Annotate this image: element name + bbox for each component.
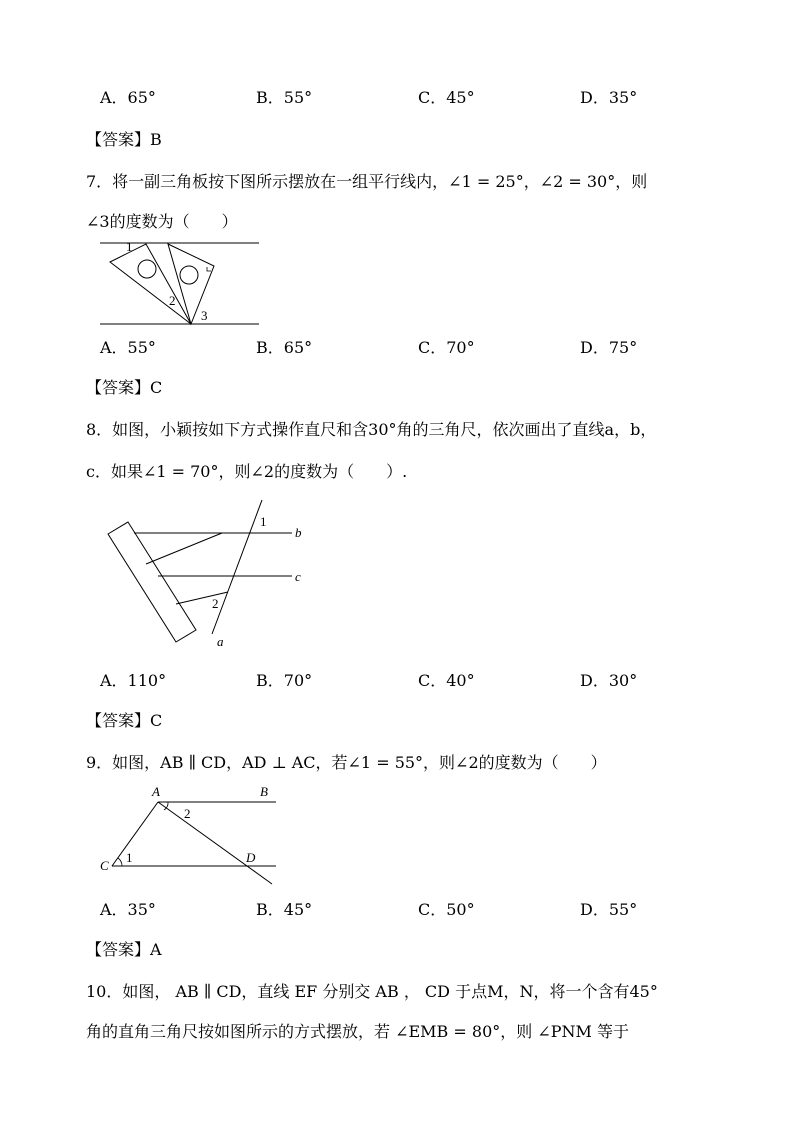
q6-option-c: C．45°	[418, 88, 475, 107]
q8-question-line1: 8．如图，小颖按如下方式操作直尺和含30°角的三角尺，依次画出了直线a，b，	[86, 420, 657, 439]
q9-label-2: 2	[184, 806, 191, 821]
q9-option-b: B．45°	[256, 900, 313, 919]
q7-label-3: 3	[201, 308, 208, 323]
q6-answer: 【答案】B	[86, 130, 162, 149]
q8-figure	[104, 496, 314, 654]
q10-question-line1: 10．如图， AB ∥ CD，直线 EF 分别交 AB ， CD 于点M，N，将一个含有45°	[86, 982, 658, 1001]
q8-label-2: 2	[212, 596, 219, 611]
q9-question-line1: 9．如图，AB ∥ CD，AD ⊥ AC，若∠1 = 55°，则∠2的度数为（ ）	[86, 753, 607, 772]
q8-question-line2: c．如果∠1 = 70°，则∠2的度数为（ ）.	[86, 462, 408, 481]
q8-label-b: b	[295, 525, 302, 540]
q9-label-b: B	[260, 784, 268, 799]
q8-label-1: 1	[260, 514, 267, 529]
q7-label-1: 1	[126, 239, 133, 254]
q6-option-d: D．35°	[580, 88, 638, 107]
q7-option-b: B．65°	[256, 338, 313, 357]
q8-label-c: c	[295, 569, 301, 584]
q8-option-a: A．110°	[100, 671, 167, 690]
q7-question-line2: ∠3的度数为（ ）	[86, 212, 238, 231]
q9-figure	[96, 780, 286, 890]
q6-option-a: A．65°	[100, 88, 156, 107]
q10-question-line2: 角的直角三角尺按如图所示的方式摆放，若 ∠EMB = 80°，则 ∠PNM 等于	[86, 1022, 629, 1041]
q7-label-2: 2	[169, 293, 176, 308]
q9-label-d: D	[246, 850, 256, 865]
q7-circle-left	[138, 260, 156, 278]
q7-option-a: A．55°	[100, 338, 156, 357]
q9-label-1: 1	[126, 850, 133, 865]
q9-option-c: C．50°	[418, 900, 475, 919]
q8-label-a: a	[217, 634, 224, 649]
q9-answer: 【答案】A	[86, 940, 162, 959]
q9-label-c: C	[100, 858, 109, 873]
q7-circle-right	[180, 266, 198, 284]
q8-option-d: D．30°	[580, 671, 638, 690]
q9-label-a: A	[152, 784, 160, 799]
q9-line-ad	[158, 802, 272, 884]
q7-figure	[96, 238, 266, 330]
q9-line-ac	[112, 802, 158, 866]
q7-question-line1: 7．将一副三角板按下图所示摆放在一组平行线内，∠1 = 25°，∠2 = 30°，则	[86, 172, 648, 191]
q6-option-b: B．55°	[256, 88, 313, 107]
q8-ruler	[108, 522, 196, 642]
q8-line-a	[212, 500, 262, 634]
q8-answer: 【答案】C	[86, 711, 163, 730]
q9-option-a: A．35°	[100, 900, 156, 919]
q8-option-b: B．70°	[256, 671, 313, 690]
q7-option-c: C．70°	[418, 338, 475, 357]
q7-triangle-left	[110, 244, 191, 324]
q8-option-c: C．40°	[418, 671, 475, 690]
q7-answer: 【答案】C	[86, 378, 163, 397]
q7-option-d: D．75°	[580, 338, 638, 357]
q9-option-d: D．55°	[580, 900, 638, 919]
